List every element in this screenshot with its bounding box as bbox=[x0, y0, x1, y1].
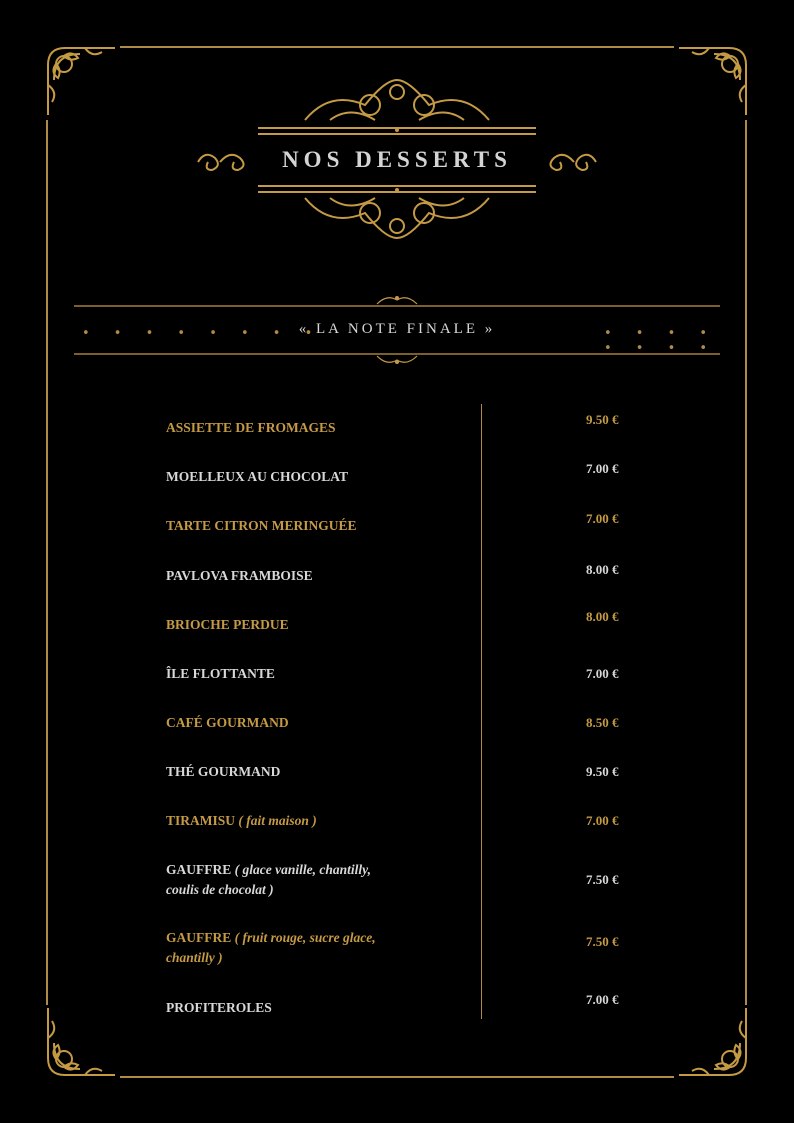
menu-item-price: 7.00 € bbox=[586, 511, 619, 526]
menu-item-name: MOELLEUX AU CHOCOLAT bbox=[166, 469, 349, 484]
menu-item-price: 7.00 € bbox=[586, 992, 619, 1007]
menu-item-name: CAFÉ GOURMAND bbox=[166, 715, 289, 730]
menu-item-price: 9.50 € bbox=[586, 412, 619, 427]
frame-left bbox=[46, 120, 48, 1005]
menu-item-price: 7.50 € bbox=[586, 872, 619, 887]
menu-item-name: THÉ GOURMAND bbox=[166, 764, 281, 779]
menu-item-name: PROFITEROLES bbox=[166, 1000, 272, 1015]
menu-item-price: 7.00 € bbox=[586, 461, 619, 476]
menu-item-name: GAUFFRE ( fruit rouge, sucre glace, chantilly ) bbox=[166, 930, 376, 965]
menu-item-name: TARTE CITRON MERINGUÉE bbox=[166, 518, 357, 533]
menu-item-name: BRIOCHE PERDUE bbox=[166, 617, 289, 632]
menu-item-price: 8.00 € bbox=[586, 609, 619, 624]
title-block bbox=[190, 70, 604, 260]
frame-top bbox=[120, 46, 674, 48]
dots-right: • • • • • • • • bbox=[604, 326, 718, 356]
frame-right bbox=[745, 120, 747, 1005]
menu-item-note: ( glace vanille, chantilly, coulis de chocolat ) bbox=[166, 862, 371, 897]
menu-item-price: 8.50 € bbox=[586, 715, 619, 730]
page-title: NOS DESSERTS bbox=[282, 147, 512, 172]
menu-item-price: 7.00 € bbox=[586, 666, 619, 681]
dots-left: • • • • • • • • bbox=[82, 326, 323, 341]
menu-item-note: ( fruit rouge, sucre glace, chantilly ) bbox=[166, 930, 376, 965]
menu-item-price: 9.50 € bbox=[586, 764, 619, 779]
corner-flourish-top-left-icon bbox=[40, 40, 120, 120]
column-divider bbox=[481, 404, 482, 1019]
page-subtitle: « LA NOTE FINALE » bbox=[298, 321, 496, 337]
menu-item-note: ( fait maison ) bbox=[238, 813, 317, 828]
menu-item-name: ASSIETTE DE FROMAGES bbox=[166, 420, 336, 435]
menu-item-name: GAUFFRE ( glace vanille, chantilly, coulis de chocolat ) bbox=[166, 862, 371, 897]
frame-bottom bbox=[120, 1076, 674, 1078]
corner-flourish-top-right-icon bbox=[674, 40, 754, 120]
corner-flourish-bottom-left-icon bbox=[40, 1003, 120, 1083]
menu-item-name: PAVLOVA FRAMBOISE bbox=[166, 568, 313, 583]
corner-flourish-bottom-right-icon bbox=[674, 1003, 754, 1083]
menu-item-name: ÎLE FLOTTANTE bbox=[166, 666, 275, 681]
menu-item-price: 7.00 € bbox=[586, 813, 619, 828]
menu-item-name: TIRAMISU ( fait maison ) bbox=[166, 813, 317, 828]
menu-item-price: 7.50 € bbox=[586, 934, 619, 949]
menu-item-price: 8.00 € bbox=[586, 562, 619, 577]
subtitle-band bbox=[74, 290, 720, 370]
